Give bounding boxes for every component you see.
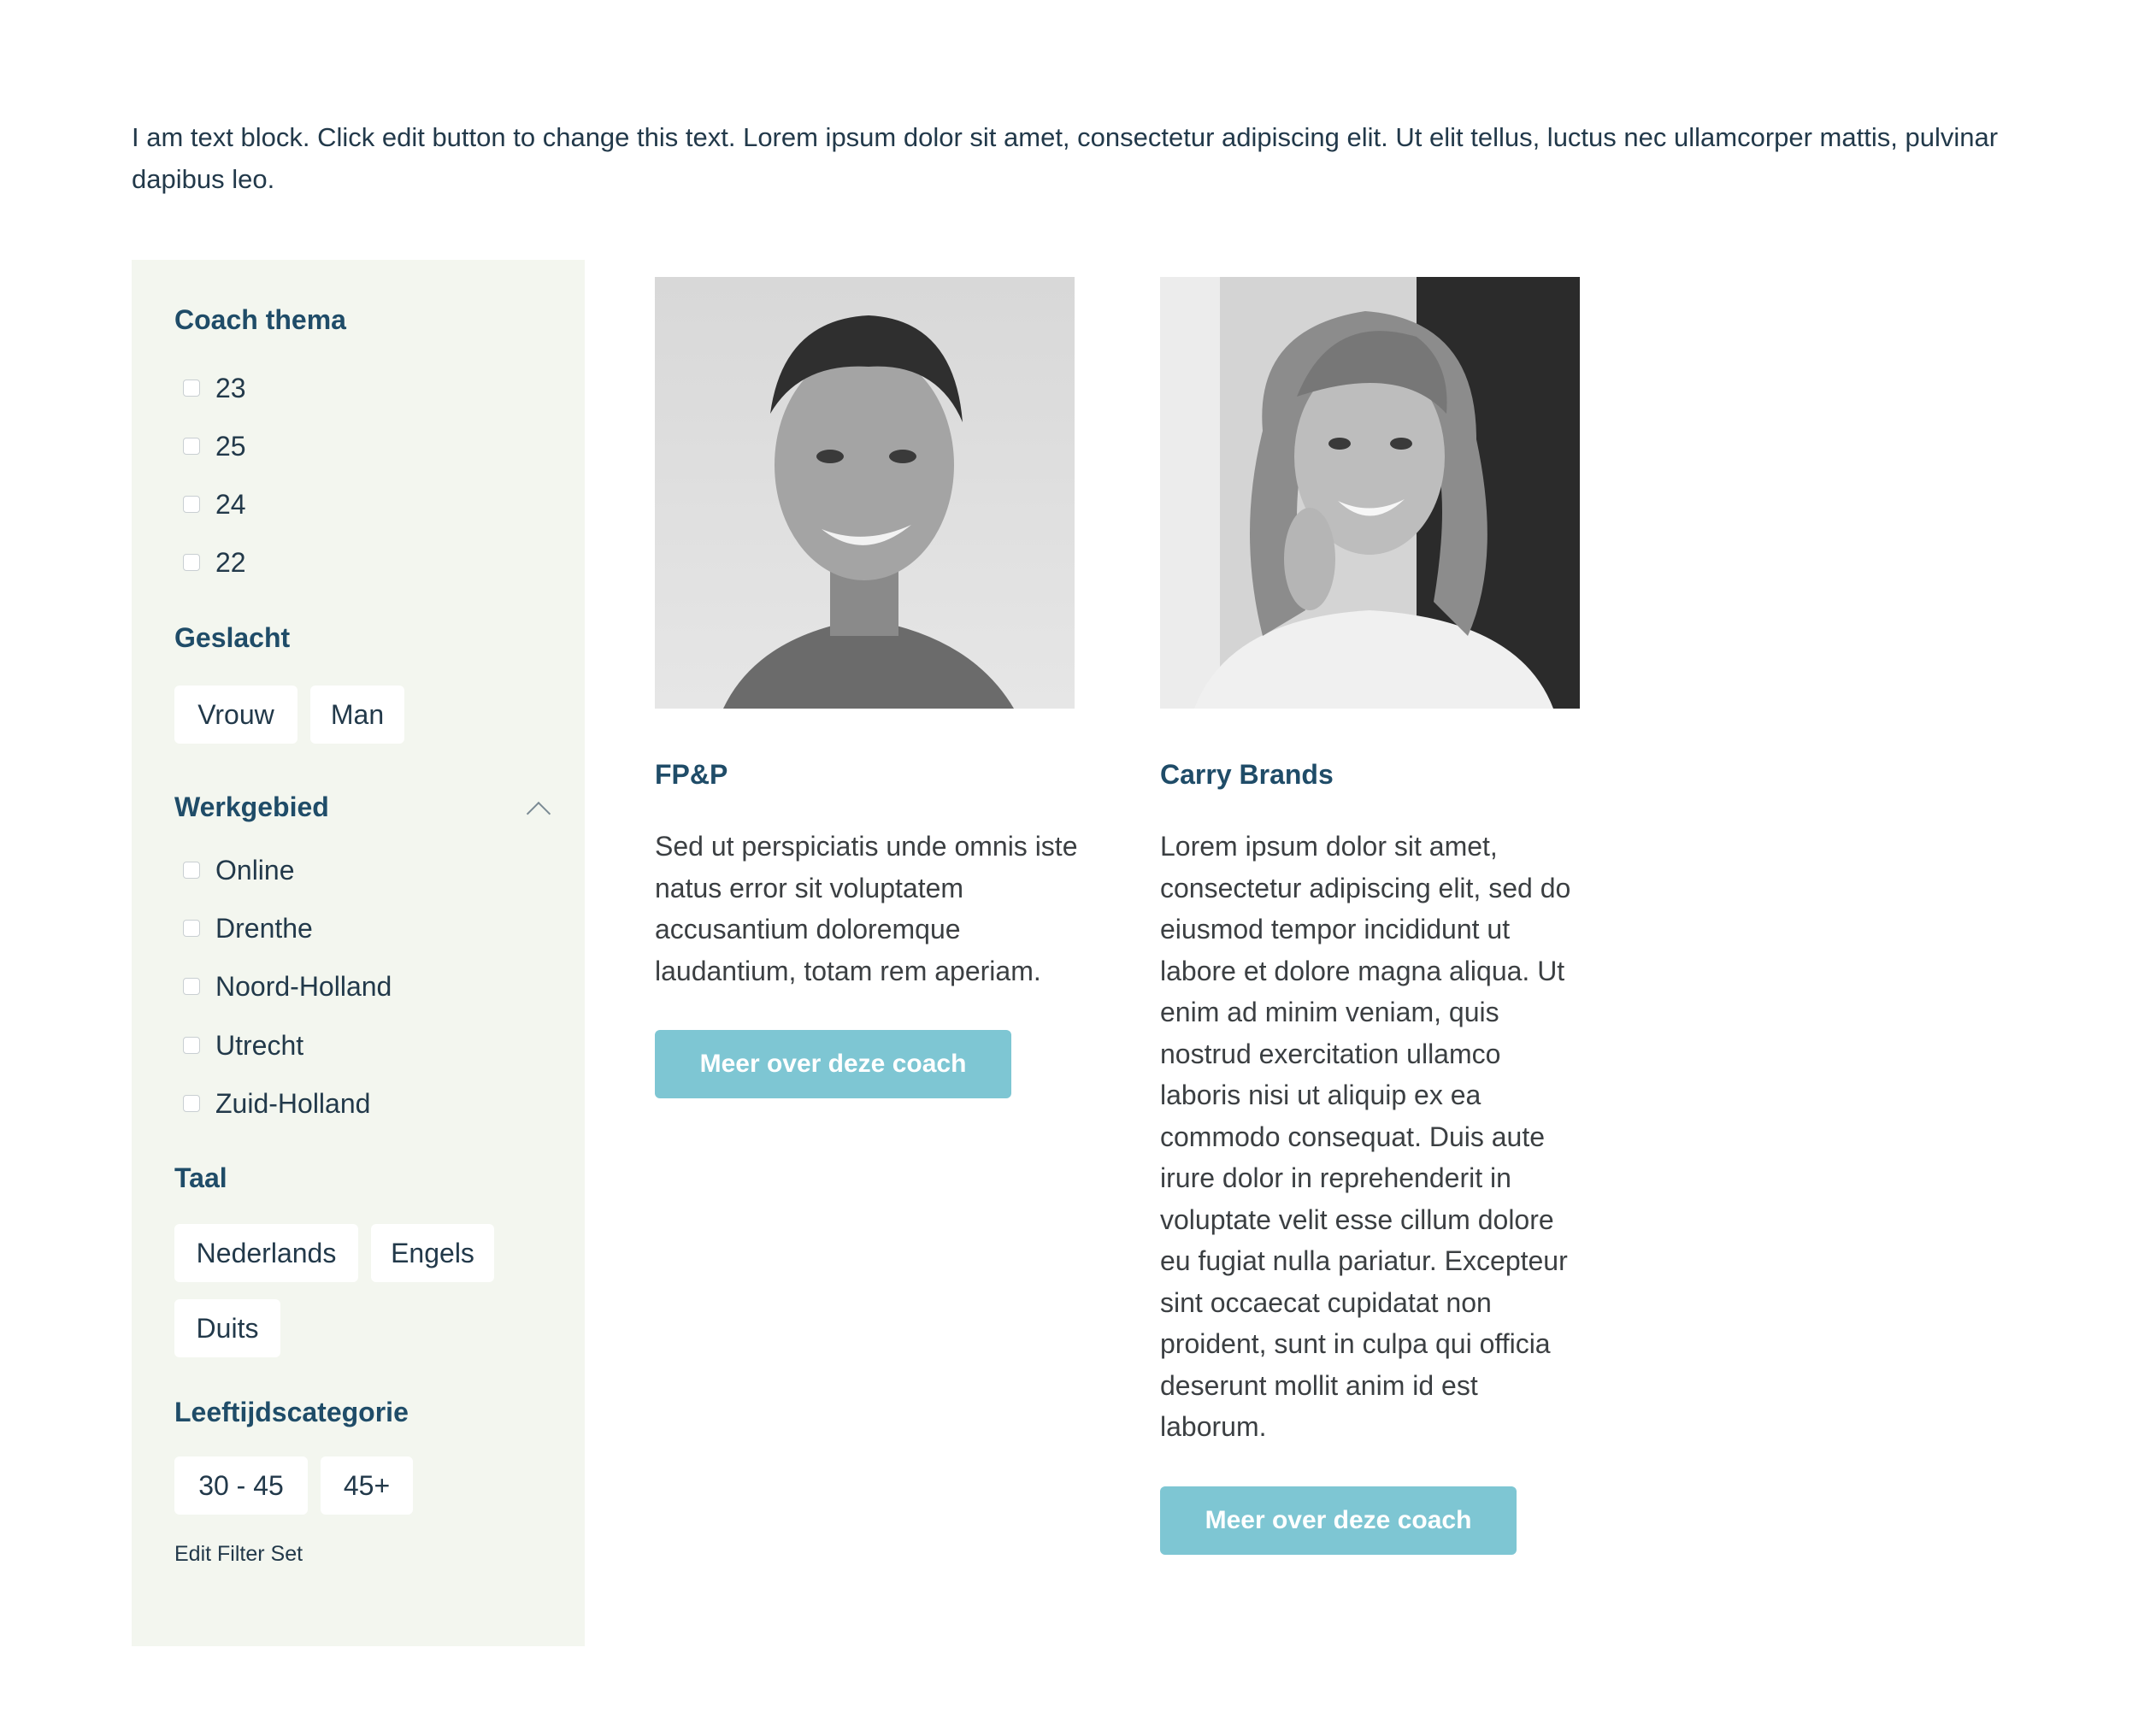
intro-text: I am text block. Click edit button to change this text. Lorem ipsum dolor sit amet, consectetur adipiscing elit. Ut elit tellus, luctus nec ullamcorper mattis, pulvinar dapibus leo. (132, 122, 1999, 194)
filter-chip-man[interactable]: Man (310, 686, 404, 744)
filter-option-noord-holland[interactable] (183, 968, 392, 1005)
filter-option-thema-22[interactable] (183, 544, 246, 581)
coach-portrait-man-image (655, 277, 1075, 709)
filter-title-coach-thema: Coach thema (174, 304, 346, 335)
filter-option-online[interactable] (183, 851, 295, 889)
checkbox[interactable] (183, 1095, 200, 1112)
filter-option-label: 25 (215, 430, 246, 462)
meer-over-coach-button[interactable]: Meer over deze coach (655, 1030, 1011, 1098)
filter-option-label: Drenthe (215, 912, 313, 944)
filter-sidebar (132, 260, 585, 1646)
filter-chip-30-45[interactable]: 30 - 45 (174, 1456, 308, 1515)
filter-title-leeftijdscategorie: Leeftijdscategorie (174, 1397, 409, 1427)
filter-chip-nederlands[interactable]: Nederlands (174, 1224, 358, 1282)
filter-option-drenthe[interactable] (183, 909, 313, 947)
filter-option-label: Zuid-Holland (215, 1087, 371, 1119)
filter-title-taal: Taal (174, 1162, 227, 1193)
coach-name[interactable]: Carry Brands (1160, 759, 1334, 790)
checkbox[interactable] (183, 496, 200, 513)
meer-over-coach-button[interactable]: Meer over deze coach (1160, 1486, 1517, 1555)
filter-chip-engels[interactable]: Engels (371, 1224, 494, 1282)
checkbox[interactable] (183, 978, 200, 995)
filter-chip-45-plus[interactable]: 45+ (321, 1456, 413, 1515)
filter-option-label: Online (215, 854, 295, 886)
filter-option-thema-23[interactable] (183, 369, 246, 407)
filter-title-werkgebied: Werkgebied (174, 791, 329, 822)
filter-chip-duits[interactable]: Duits (174, 1299, 280, 1357)
filter-option-label: 24 (215, 488, 246, 520)
filter-option-label: 23 (215, 372, 246, 403)
filter-option-thema-25[interactable] (183, 427, 246, 465)
filter-option-utrecht[interactable] (183, 1027, 303, 1064)
filter-option-zuid-holland[interactable] (183, 1085, 370, 1122)
filter-chip-vrouw[interactable]: Vrouw (174, 686, 297, 744)
filter-option-label: Noord-Holland (215, 970, 392, 1002)
coach-description: Lorem ipsum dolor sit amet, consectetur adipiscing elit, sed do eiusmod tempor incididunt ut labore et dolore magna aliqua. Ut enim ad minim veniam, quis nostrud exercitation ullamco laboris nisi ut aliquip ex ea commodo consequat. Duis aute irure dolor in reprehenderit in voluptate velit esse cillum dolore eu fugiat nulla pariatur. Excepteur sint occaecat cupidatat non proident, sunt in culpa qui officia deserunt mollit anim id est laborum. (1160, 831, 1571, 1442)
edit-filter-set-link[interactable]: Edit Filter Set (174, 1542, 303, 1566)
coach-description: Sed ut perspiciatis unde omnis iste natus error sit voluptatem accusantium doloremque laudantium, totam rem aperiam. (655, 831, 1078, 986)
filter-option-thema-24[interactable] (183, 485, 246, 523)
filter-option-label: 22 (215, 546, 246, 578)
filter-option-label: Utrecht (215, 1029, 304, 1061)
coach-photo[interactable] (1160, 277, 1580, 709)
checkbox[interactable] (183, 438, 200, 455)
checkbox[interactable] (183, 862, 200, 879)
coach-portrait-woman-image (1160, 277, 1580, 709)
filter-title-geslacht: Geslacht (174, 622, 291, 653)
checkbox[interactable] (183, 380, 200, 397)
coach-name[interactable]: FP&P (655, 759, 728, 790)
checkbox[interactable] (183, 1037, 200, 1054)
chevron-up-icon[interactable] (527, 802, 551, 826)
checkbox[interactable] (183, 920, 200, 937)
checkbox[interactable] (183, 554, 200, 571)
coach-photo[interactable] (655, 277, 1075, 709)
